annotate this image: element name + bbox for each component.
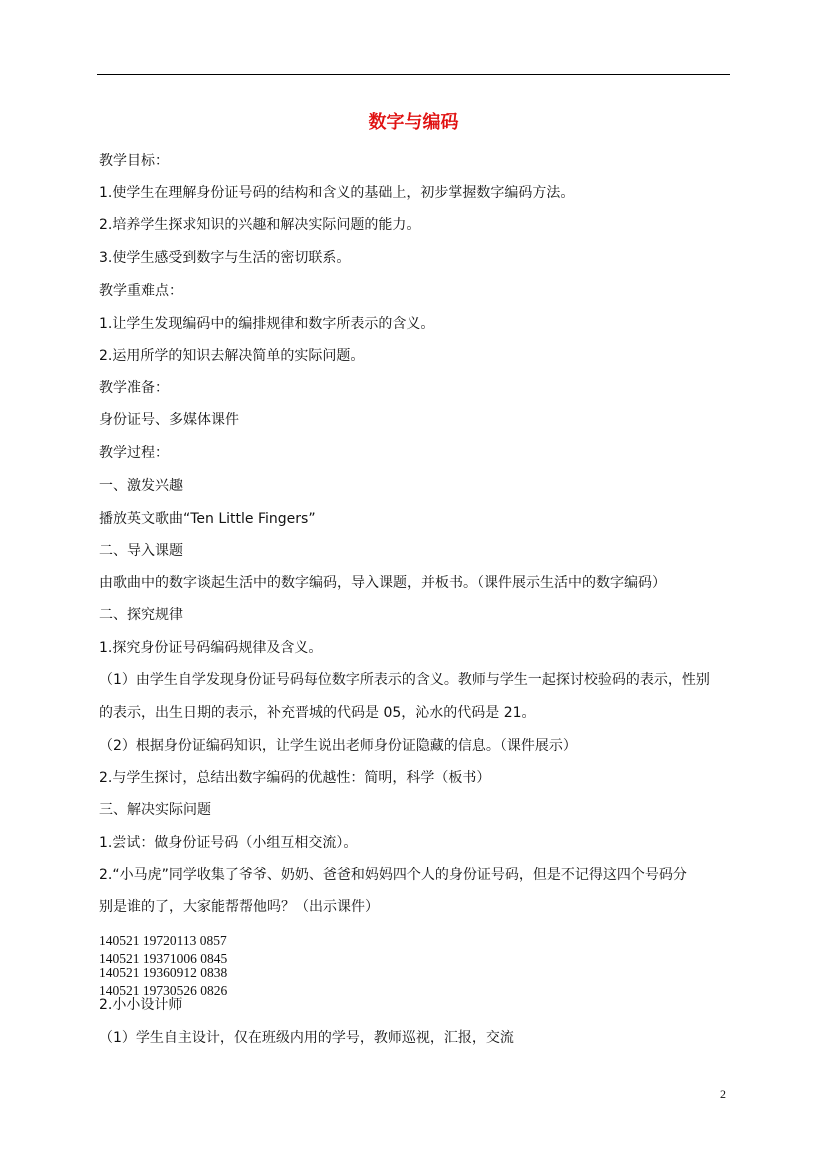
- section-heading: 二、导入课题: [99, 543, 183, 559]
- text-line: 2.培养学生探求知识的兴趣和解决实际问题的能力。: [99, 217, 421, 233]
- text-line: 1.尝试：做身份证号码（小组互相交流）。: [99, 835, 358, 851]
- id-number: 140521 19720113 0857: [99, 933, 227, 948]
- id-number: 140521 19730526 0826: [99, 983, 228, 998]
- text-line: 播放英文歌曲“Ten Little Fingers”: [99, 511, 316, 527]
- id-number: 140521 19360912 0838: [99, 965, 228, 980]
- text-line: （2）根据身份证编码知识，让学生说出老师身份证隐藏的信息。（课件展示）: [99, 738, 577, 754]
- text-line: 1.探究身份证号码编码规律及含义。: [99, 640, 323, 656]
- text-line: 3.使学生感受到数字与生活的密切联系。: [99, 250, 351, 266]
- text-line: 2.“小马虎”同学收集了爷爷、奶奶、爸爸和妈妈四个人的身份证号码，但是不记得这四个号码分: [99, 867, 687, 883]
- section-heading: 二、探究规律: [99, 607, 183, 623]
- text-line: 教学目标：: [99, 153, 169, 169]
- text-line: 教学过程：: [99, 445, 169, 461]
- text-line: （1）学生自主设计，仅在班级内用的学号，教师巡视，汇报，交流: [99, 1030, 514, 1046]
- id-number-row: [99, 964, 499, 1000]
- text-line: （1）由学生自学发现身份证号码每位数字所表示的含义。教师与学生一起探讨校验码的表示，性别: [99, 672, 710, 688]
- section-heading: 三、解决实际问题: [99, 802, 211, 818]
- header-rule: [97, 74, 730, 75]
- page-title: 数字与编码: [368, 112, 459, 133]
- page-number: 2: [720, 1087, 726, 1101]
- text-line: 2.运用所学的知识去解决简单的实际问题。: [99, 348, 365, 364]
- id-number: 140521 19371006 0845: [99, 951, 228, 966]
- text-line: 别是谁的了，大家能帮帮他吗？（出示课件）: [99, 899, 379, 915]
- id-number-row: [99, 932, 499, 968]
- text-line: 身份证号、多媒体课件: [99, 412, 239, 428]
- text-line: 由歌曲中的数字谈起生活中的数字编码，导入课题，并板书。（课件展示生活中的数字编码）: [99, 575, 666, 591]
- text-line: 教学重难点：: [99, 283, 183, 299]
- text-line: 1.让学生发现编码中的编排规律和数字所表示的含义。: [99, 316, 435, 332]
- text-line: 2.与学生探讨，总结出数字编码的优越性：简明，科学（板书）: [99, 770, 491, 786]
- text-line: 教学准备：: [99, 380, 169, 396]
- text-line: 1.使学生在理解身份证号码的结构和含义的基础上，初步掌握数字编码方法。: [99, 185, 575, 201]
- text-line: 的表示，出生日期的表示，补充晋城的代码是 05，沁水的代码是 21。: [99, 705, 536, 721]
- text-line: 2.小小设计师: [99, 997, 183, 1013]
- section-heading: 一、激发兴趣: [99, 478, 183, 494]
